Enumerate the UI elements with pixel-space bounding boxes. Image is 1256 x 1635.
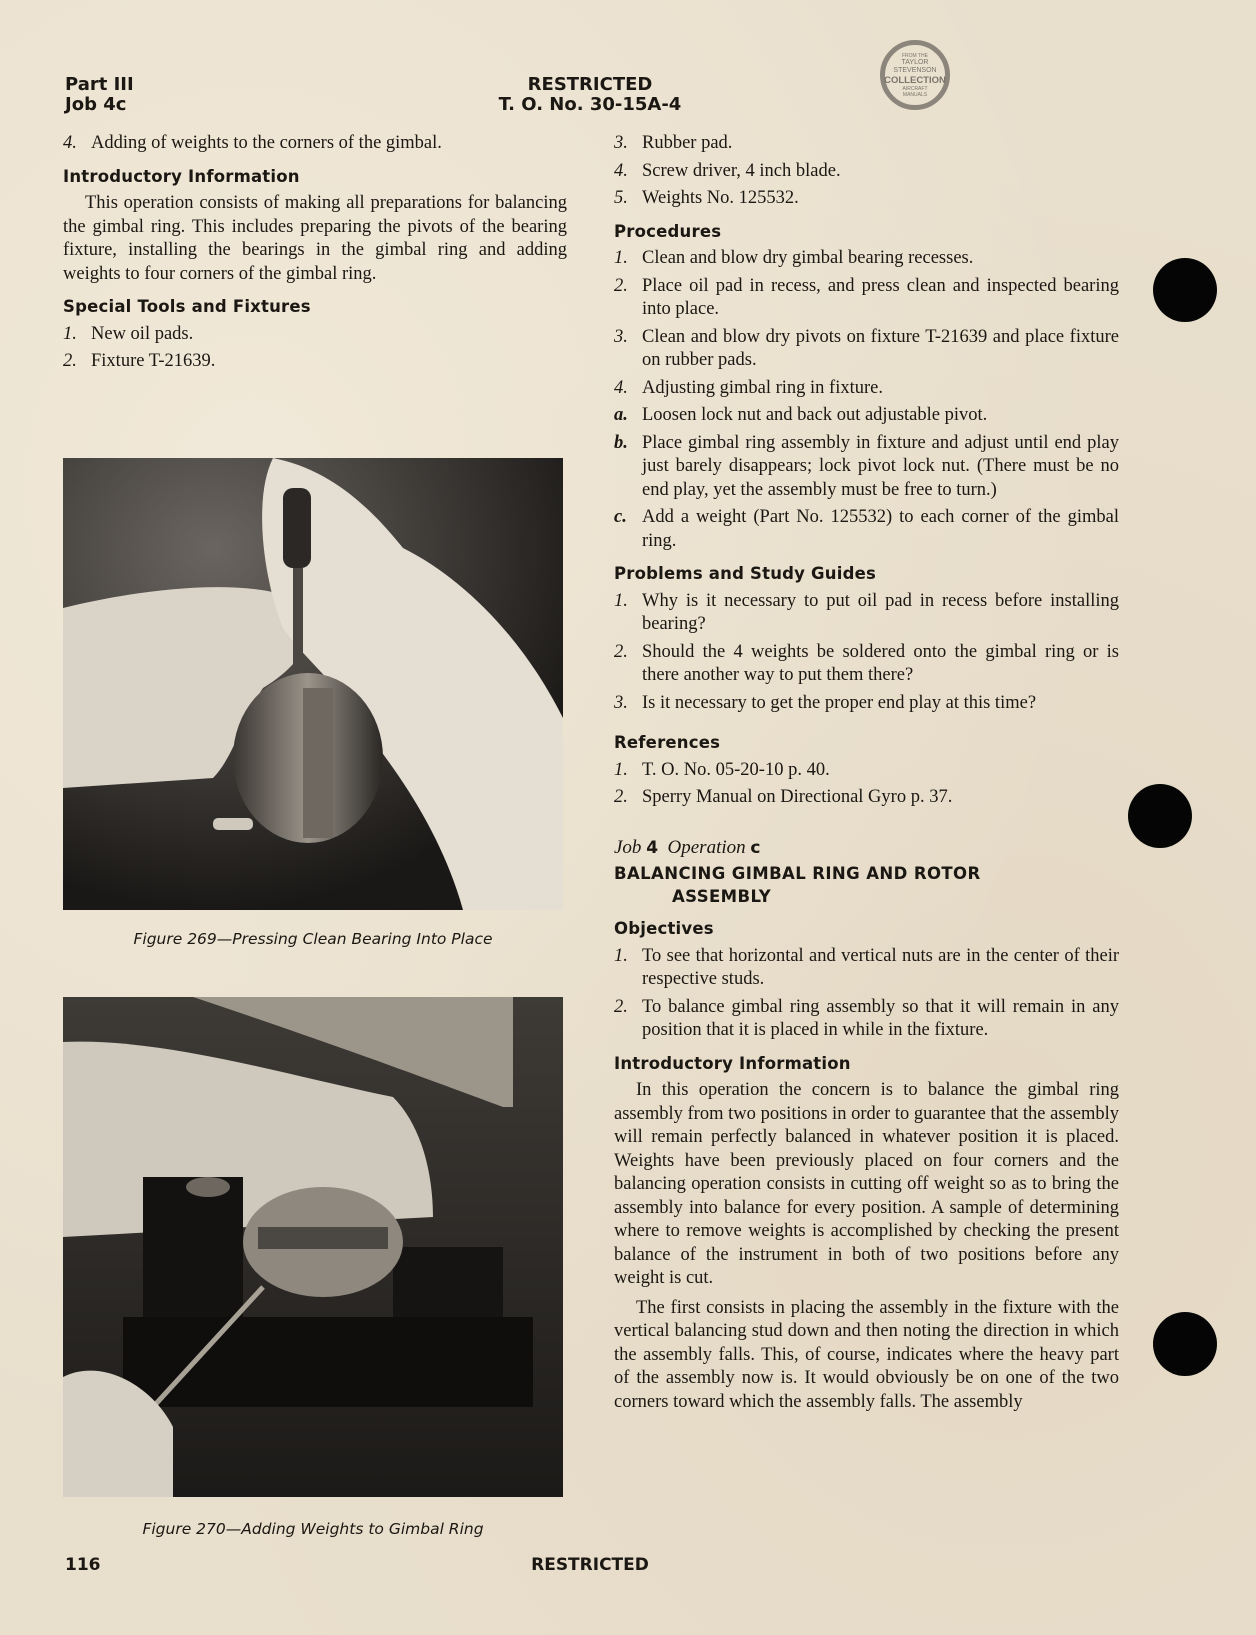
item-number: 4. (614, 377, 628, 398)
intro-paragraph: This operation consists of making all preparations for balancing the gimbal ring. This includes preparing the pivots of the bearing fixture, installing the bearings in the gimbal ring and adding weights to four corners of the gimbal ring. (63, 193, 567, 284)
item-number: 1. (614, 759, 628, 780)
list-item (614, 187, 1119, 211)
item-text: Adding of weights to the corners of the gimbal. (91, 133, 442, 153)
item-text: Clean and blow dry gimbal bearing recesses. (642, 248, 974, 268)
list-item (614, 590, 1119, 637)
item-text: Why is it necessary to put oil pad in recess before installing bearing? (642, 590, 1119, 634)
item-letter: c. (614, 507, 627, 527)
list-item (614, 759, 1119, 783)
item-letter: b. (614, 432, 628, 453)
item-text: Fixture T-21639. (91, 351, 216, 371)
item-text: Place gimbal ring assembly in fixture and adjust until end play just barely disappears; lock pivot lock nut. (There must be no end play, yet the assembly must be free to turn.) (642, 432, 1119, 500)
stamp-line: COLLECTION (884, 74, 946, 86)
job-label: Job 4c (65, 94, 127, 115)
job-operation-line (614, 836, 1119, 861)
list-item (614, 692, 1119, 716)
list-item (614, 326, 1119, 373)
operation-letter: c (750, 837, 761, 858)
sub-item (614, 506, 1119, 553)
item-number: 3. (614, 133, 628, 153)
intro-paragraph: In this operation the concern is to balance the gimbal ring assembly from two positions in order to guarantee that the assembly will remain perfectly balanced in whatever position it is placed. Weights have been previously placed on four corners and the balancing operation consists in cutting off weight so as to bring the assembly into balance for every position. A sample of determining where to remove weights is accomplished by checking the present balance of the instrument in both of two positions before any weight is cut. (614, 1080, 1119, 1288)
item-number: 2. (614, 641, 628, 662)
item-text: Screw driver, 4 inch blade. (642, 160, 841, 181)
item-letter: a. (614, 405, 628, 425)
header-left (65, 75, 134, 115)
item-number: 3. (614, 326, 628, 347)
section-heading: Problems and Study Guides (614, 564, 877, 583)
item-text: Loosen lock nut and back out adjustable pivot. (642, 405, 988, 425)
collection-stamp (880, 40, 950, 110)
punch-hole-icon (1153, 1312, 1217, 1376)
sub-item (614, 432, 1119, 503)
item-text: Should the 4 weights be soldered onto the gimbal ring or is there another way to put them there? (642, 641, 1119, 685)
punch-hole-icon (1153, 258, 1217, 322)
item-number: 2. (614, 996, 628, 1017)
stamp-line: STEVENSON (893, 66, 937, 74)
item-text: To see that horizontal and vertical nuts are in the center of their respective studs. (642, 945, 1119, 989)
item-number: 4. (614, 160, 628, 181)
footer-classification: RESTRICTED (531, 1555, 649, 1575)
stamp-line: MANUALS (902, 91, 928, 98)
operation-title-line: BALANCING GIMBAL RING AND ROTOR (614, 864, 981, 883)
item-number: 2. (63, 351, 77, 371)
list-item (614, 786, 1119, 810)
item-text: Weights No. 125532. (642, 188, 799, 208)
list-item (63, 132, 567, 156)
item-text: Clean and blow dry pivots on fixture T-21639 and place fixture on rubber pads. (642, 326, 1119, 370)
left-column (63, 132, 567, 378)
item-number: 1. (614, 590, 628, 611)
list-item (63, 323, 567, 347)
item-text: Rubber pad. (642, 133, 733, 153)
list-item (614, 945, 1119, 992)
photo-weights-fixture-icon (63, 997, 563, 1497)
item-text: Place oil pad in recess, and press clean and inspected bearing into place. (642, 275, 1119, 319)
item-text: Add a weight (Part No. 125532) to each corner of the gimbal ring. (642, 507, 1119, 551)
item-number: 5. (614, 188, 628, 208)
job-number: 4 (646, 837, 659, 858)
part-label: Part III (65, 74, 134, 95)
stamp-line: TAYLOR (901, 58, 929, 66)
sub-item (614, 404, 1119, 428)
item-number: 2. (614, 275, 628, 296)
item-text: Is it necessary to get the proper end play at this time? (642, 692, 1037, 713)
item-number: 3. (614, 692, 628, 713)
list-item (63, 350, 567, 374)
photo-hands-bearing-icon (63, 458, 563, 910)
list-item (614, 275, 1119, 322)
to-number: T. O. No. 30-15A-4 (498, 94, 682, 115)
figure-caption: Figure 270—Adding Weights to Gimbal Ring (142, 1520, 484, 1538)
right-column (614, 132, 1119, 1420)
figure-269-photo (63, 458, 563, 910)
classification-label: RESTRICTED (527, 74, 653, 95)
page-number: 116 (65, 1555, 101, 1575)
header-center (460, 75, 720, 115)
list-item (614, 160, 1119, 184)
list-item (614, 996, 1119, 1043)
section-heading: References (614, 733, 721, 752)
section-heading: Procedures (614, 221, 722, 241)
section-heading: Introductory Information (614, 1053, 851, 1073)
list-item (614, 247, 1119, 271)
list-item (614, 132, 1119, 156)
item-text: To balance gimbal ring assembly so that it will remain in any position that it is placed in while in the fixture. (642, 996, 1119, 1040)
item-text: T. O. No. 05-20-10 p. 40. (642, 759, 830, 780)
item-number: 1. (614, 945, 628, 966)
section-heading: Objectives (614, 919, 714, 938)
operation-title (614, 862, 1119, 908)
item-text: New oil pads. (91, 323, 194, 344)
item-text: Adjusting gimbal ring in fixture. (642, 377, 883, 398)
item-number: 4. (63, 133, 77, 153)
figure-caption: Figure 269—Pressing Clean Bearing Into Place (133, 930, 493, 948)
intro-paragraph: The first consists in placing the assembly in the fixture with the vertical balancing stud down and then noting the direction in which the assembly falls. This, of course, indicates where the heavy part of the assembly now is. It would obviously be on one of the two corners toward which the assembly falls. The assembly (614, 1297, 1119, 1412)
stamp-line: AIRCRAFT (902, 85, 928, 92)
item-number: 1. (614, 248, 628, 268)
operation-title-line: ASSEMBLY (672, 887, 772, 906)
list-item (614, 377, 1119, 401)
job-label: Job (614, 836, 642, 858)
section-heading: Introductory Information (63, 166, 300, 186)
operation-label: Operation (667, 836, 746, 858)
item-number: 2. (614, 787, 628, 807)
item-text: Sperry Manual on Directional Gyro p. 37. (642, 787, 953, 807)
punch-hole-icon (1128, 784, 1192, 848)
section-heading: Special Tools and Fixtures (63, 297, 311, 316)
item-number: 1. (63, 323, 77, 344)
stamp-line: FROM THE (901, 52, 929, 59)
list-item (614, 641, 1119, 688)
figure-270-photo (63, 997, 563, 1497)
